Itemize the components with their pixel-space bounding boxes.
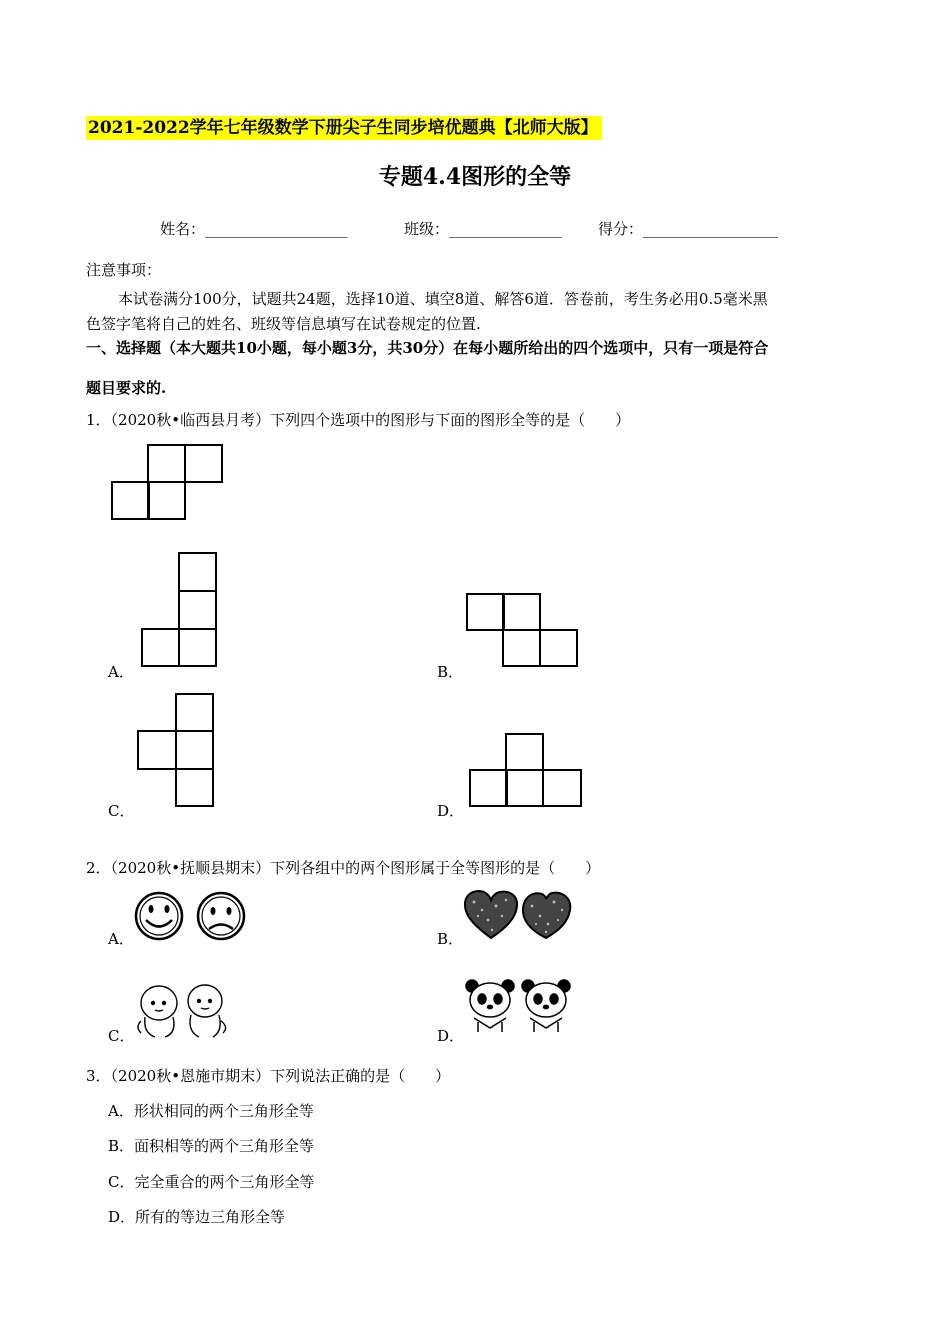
class-blank: _______________	[449, 220, 562, 238]
q2-option-b-label: B．	[437, 930, 464, 948]
question-3-number: 3．	[86, 1067, 111, 1085]
q1-option-c-figure	[136, 692, 216, 808]
question-1-number: 1．	[86, 411, 111, 429]
q3-option-b: B．面积相等的两个三角形全等	[108, 1137, 315, 1155]
q2-option-a-smiley-faces-icon	[133, 890, 251, 942]
question-3	[86, 1065, 450, 1086]
q3-option-a: A．形状相同的两个三角形全等	[108, 1102, 314, 1120]
q1-option-d-label: D．	[437, 802, 465, 820]
name-label: 姓名：	[160, 220, 206, 238]
q1-option-a-figure	[140, 552, 220, 668]
question-2	[86, 857, 600, 878]
name-field	[160, 218, 348, 239]
question-1-text: （2020秋•临西县月考）下列四个选项中的图形与下面的图形全等的是（ ）	[110, 411, 631, 429]
score-blank: __________________	[643, 220, 779, 238]
notice-line-2: 色签字笔将自己的姓名、班级等信息填写在试卷规定的位置.	[86, 315, 481, 333]
q2-option-d-label: D．	[437, 1027, 465, 1045]
score-label: 得分：	[598, 220, 644, 238]
q1-reference-figure	[110, 444, 225, 522]
name-blank: ___________________	[205, 220, 348, 238]
q1-option-b-figure	[465, 593, 580, 669]
q2-option-c-label: C．	[108, 1027, 135, 1045]
class-field	[404, 218, 562, 239]
question-2-number: 2．	[86, 859, 111, 877]
q2-option-d-panda-figures-icon	[464, 976, 574, 1036]
q1-option-a-label: A．	[108, 663, 134, 681]
section-heading-line-2: 题目要求的.	[86, 379, 167, 397]
section-heading-line-1: 一、选择题（本大题共10小题，每小题3分，共30分）在每小题所给出的四个选项中，只有一项是符合	[86, 339, 769, 357]
q2-option-a-label: A．	[108, 930, 134, 948]
q2-option-b-hearts-icon	[462, 888, 580, 942]
series-title: 2021-2022学年七年级数学下册尖子生同步培优题典【北师大版】	[86, 116, 602, 140]
notice-heading: 注意事项：	[86, 261, 162, 279]
q1-option-c-label: C．	[108, 802, 135, 820]
question-1	[86, 409, 630, 430]
q1-option-b-label: B．	[437, 663, 464, 681]
question-3-text: （2020秋•恩施市期末）下列说法正确的是（ ）	[110, 1067, 451, 1085]
q3-option-c: C．完全重合的两个三角形全等	[108, 1173, 315, 1191]
question-2-text: （2020秋•抚顺县期末）下列各组中的两个图形属于全等图形的是（ ）	[110, 859, 601, 877]
class-label: 班级：	[404, 220, 450, 238]
q1-option-d-figure	[468, 732, 584, 808]
q3-option-d: D．所有的等边三角形全等	[108, 1208, 286, 1226]
q2-option-c-cartoon-figures-icon	[133, 983, 235, 1039]
notice-line-1: 本试卷满分100分，试题共24题，选择10道、填空8道、解答6道．答卷前，考生务必用0.5毫米黑	[118, 290, 768, 308]
score-field	[598, 218, 778, 239]
page-title: 专题4.4图形的全等	[378, 164, 572, 190]
